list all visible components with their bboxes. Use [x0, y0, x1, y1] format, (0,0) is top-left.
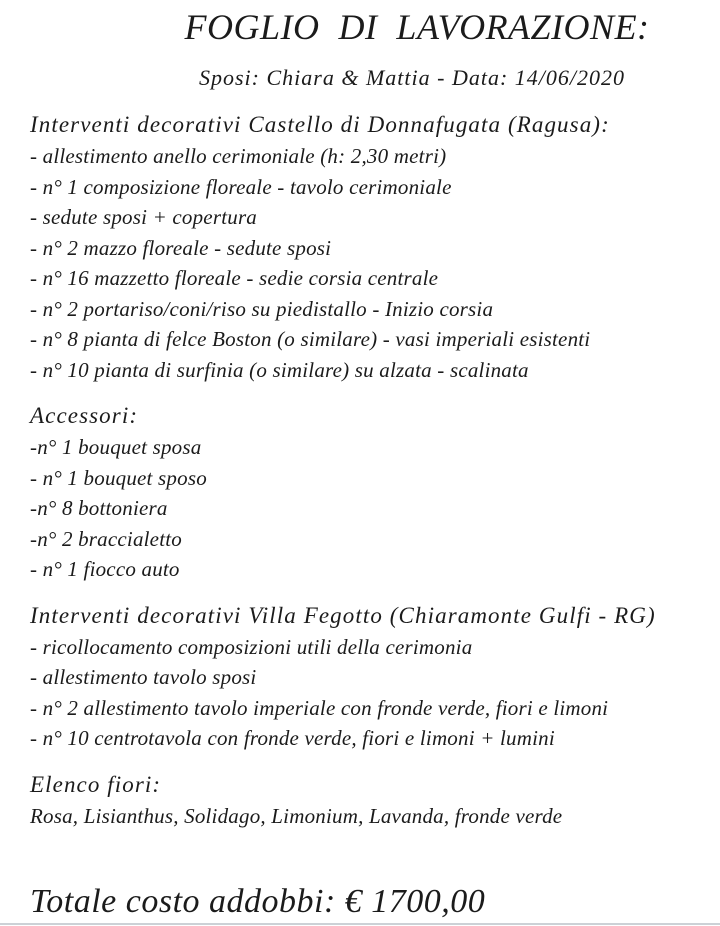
bottom-divider [0, 923, 720, 925]
list-item: Rosa, Lisianthus, Solidago, Limonium, Lavanda, fronde verde [30, 803, 563, 828]
list-item: -n° 2 braccialetto [30, 526, 182, 551]
section-heading: Interventi decorativi Castello di Donnafugata (Ragusa): [30, 112, 610, 137]
list-item: - n° 1 bouquet sposo [30, 465, 207, 490]
list-item: - n° 1 fiocco auto [30, 557, 180, 581]
sections-container [30, 108, 720, 845]
list-item: - n° 16 mazzetto floreale - sedie corsia centrale [30, 266, 439, 290]
list-item: - n° 10 centrotavola con fronde verde, fiori e limoni + lumini [30, 726, 555, 750]
section-villa-fegotto [30, 599, 720, 754]
list-item: -n° 1 bouquet sposa [30, 435, 202, 459]
list-item: - n° 8 pianta di felce Boston (o similare) - vasi imperiali esistenti [30, 327, 591, 351]
section-item-list [30, 801, 720, 832]
couple-and-date-line: Sposi: Chiara & Mattia - Data: 14/06/2020 [199, 65, 625, 90]
total-cost-line: Totale costo addobbi: € 1700,00 [30, 883, 486, 920]
section-castello-donnafugata [30, 108, 720, 385]
section-heading: Accessori: [30, 403, 139, 428]
list-item: - sedute sposi + copertura [30, 205, 258, 229]
section-item-list [30, 632, 720, 754]
list-item: - n° 2 mazzo floreale - sedute sposi [30, 235, 332, 260]
list-item: - n° 1 composizione floreale - tavolo cerimoniale [30, 174, 452, 199]
list-item: -n° 8 bottoniera [30, 496, 168, 520]
list-item: - n° 10 pianta di surfinia (o similare) su alzata - scalinata [30, 357, 529, 382]
section-accessori [30, 399, 720, 585]
list-item: - n° 2 allestimento tavolo imperiale con fronde verde, fiori e limoni [30, 695, 609, 720]
section-item-list [30, 141, 720, 385]
section-heading: Elenco fiori: [30, 771, 162, 797]
section-heading: Interventi decorativi Villa Fegotto (Chiaramonte Gulfi - RG) [30, 602, 656, 628]
list-item: - n° 2 portariso/coni/riso su piedistallo - Inizio corsia [30, 296, 494, 321]
list-item: - ricollocamento composizioni utili della cerimonia [30, 634, 473, 659]
list-item: - allestimento tavolo sposi [30, 665, 257, 689]
section-elenco-fiori [30, 768, 720, 832]
page-title: FOGLIO DI LAVORAZIONE: [184, 7, 650, 47]
list-item: - allestimento anello cerimoniale (h: 2,30 metri) [30, 144, 447, 168]
section-item-list [30, 432, 720, 585]
